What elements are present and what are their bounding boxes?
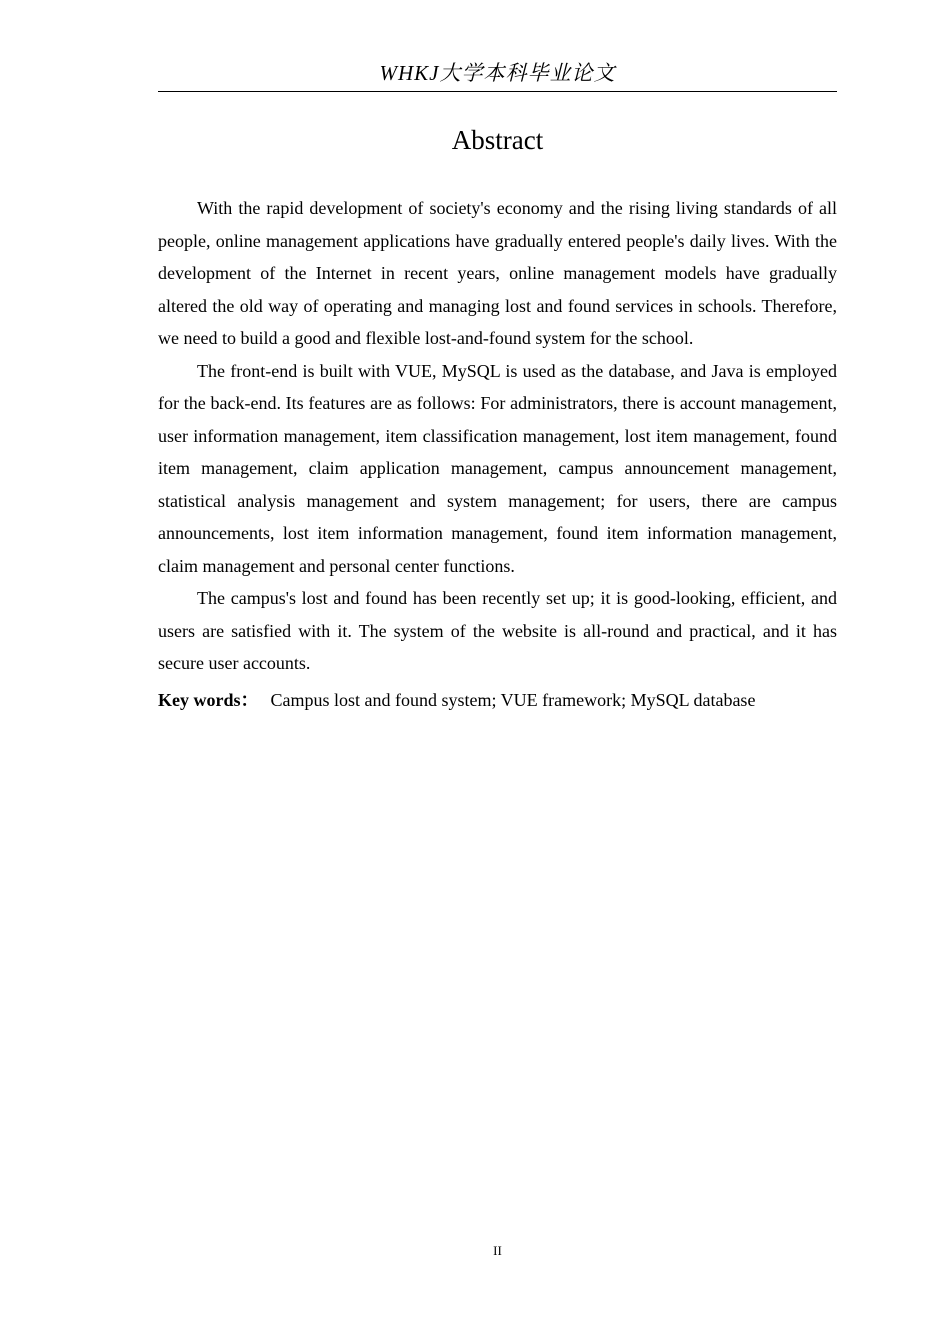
keywords-line — [158, 684, 837, 717]
keywords-text: Campus lost and found system; VUE framework; MySQL database — [270, 689, 756, 710]
page-number: II — [493, 1243, 502, 1258]
abstract-title: Abstract — [451, 125, 544, 155]
abstract-paragraph-1: With the rapid development of society's economy and the rising living standards of all people, online management applications have gradually entered people's daily lives. With the development of the Internet in recent years, online management models have gradually altered the old way of operating and managing lost and found services in schools. Therefore, we need to build a good and flexible lost-and-found system for the school. — [158, 198, 837, 348]
abstract-paragraph-3: The campus's lost and found has been recently set up; it is good-looking, efficient, and users are satisfied with it. The system of the website is all-round and practical, and it has secure user accounts. — [158, 588, 837, 673]
running-header — [158, 58, 837, 92]
abstract-paragraph-2: The front-end is built with VUE, MySQL is used as the database, and Java is employed for the back-end. Its features are as follows: For administrators, there is account management, user information management, item classification management, lost item management, found item management, claim application management, campus announcement management, statistical analysis management and system management; for users, there are campus announcements, lost item information management, found item information management, claim management and personal center functions. — [158, 360, 837, 576]
abstract-body — [158, 192, 837, 716]
running-header-title: WHKJ大学本科毕业论文 — [379, 61, 616, 85]
keywords-label: Key words： — [158, 689, 259, 710]
